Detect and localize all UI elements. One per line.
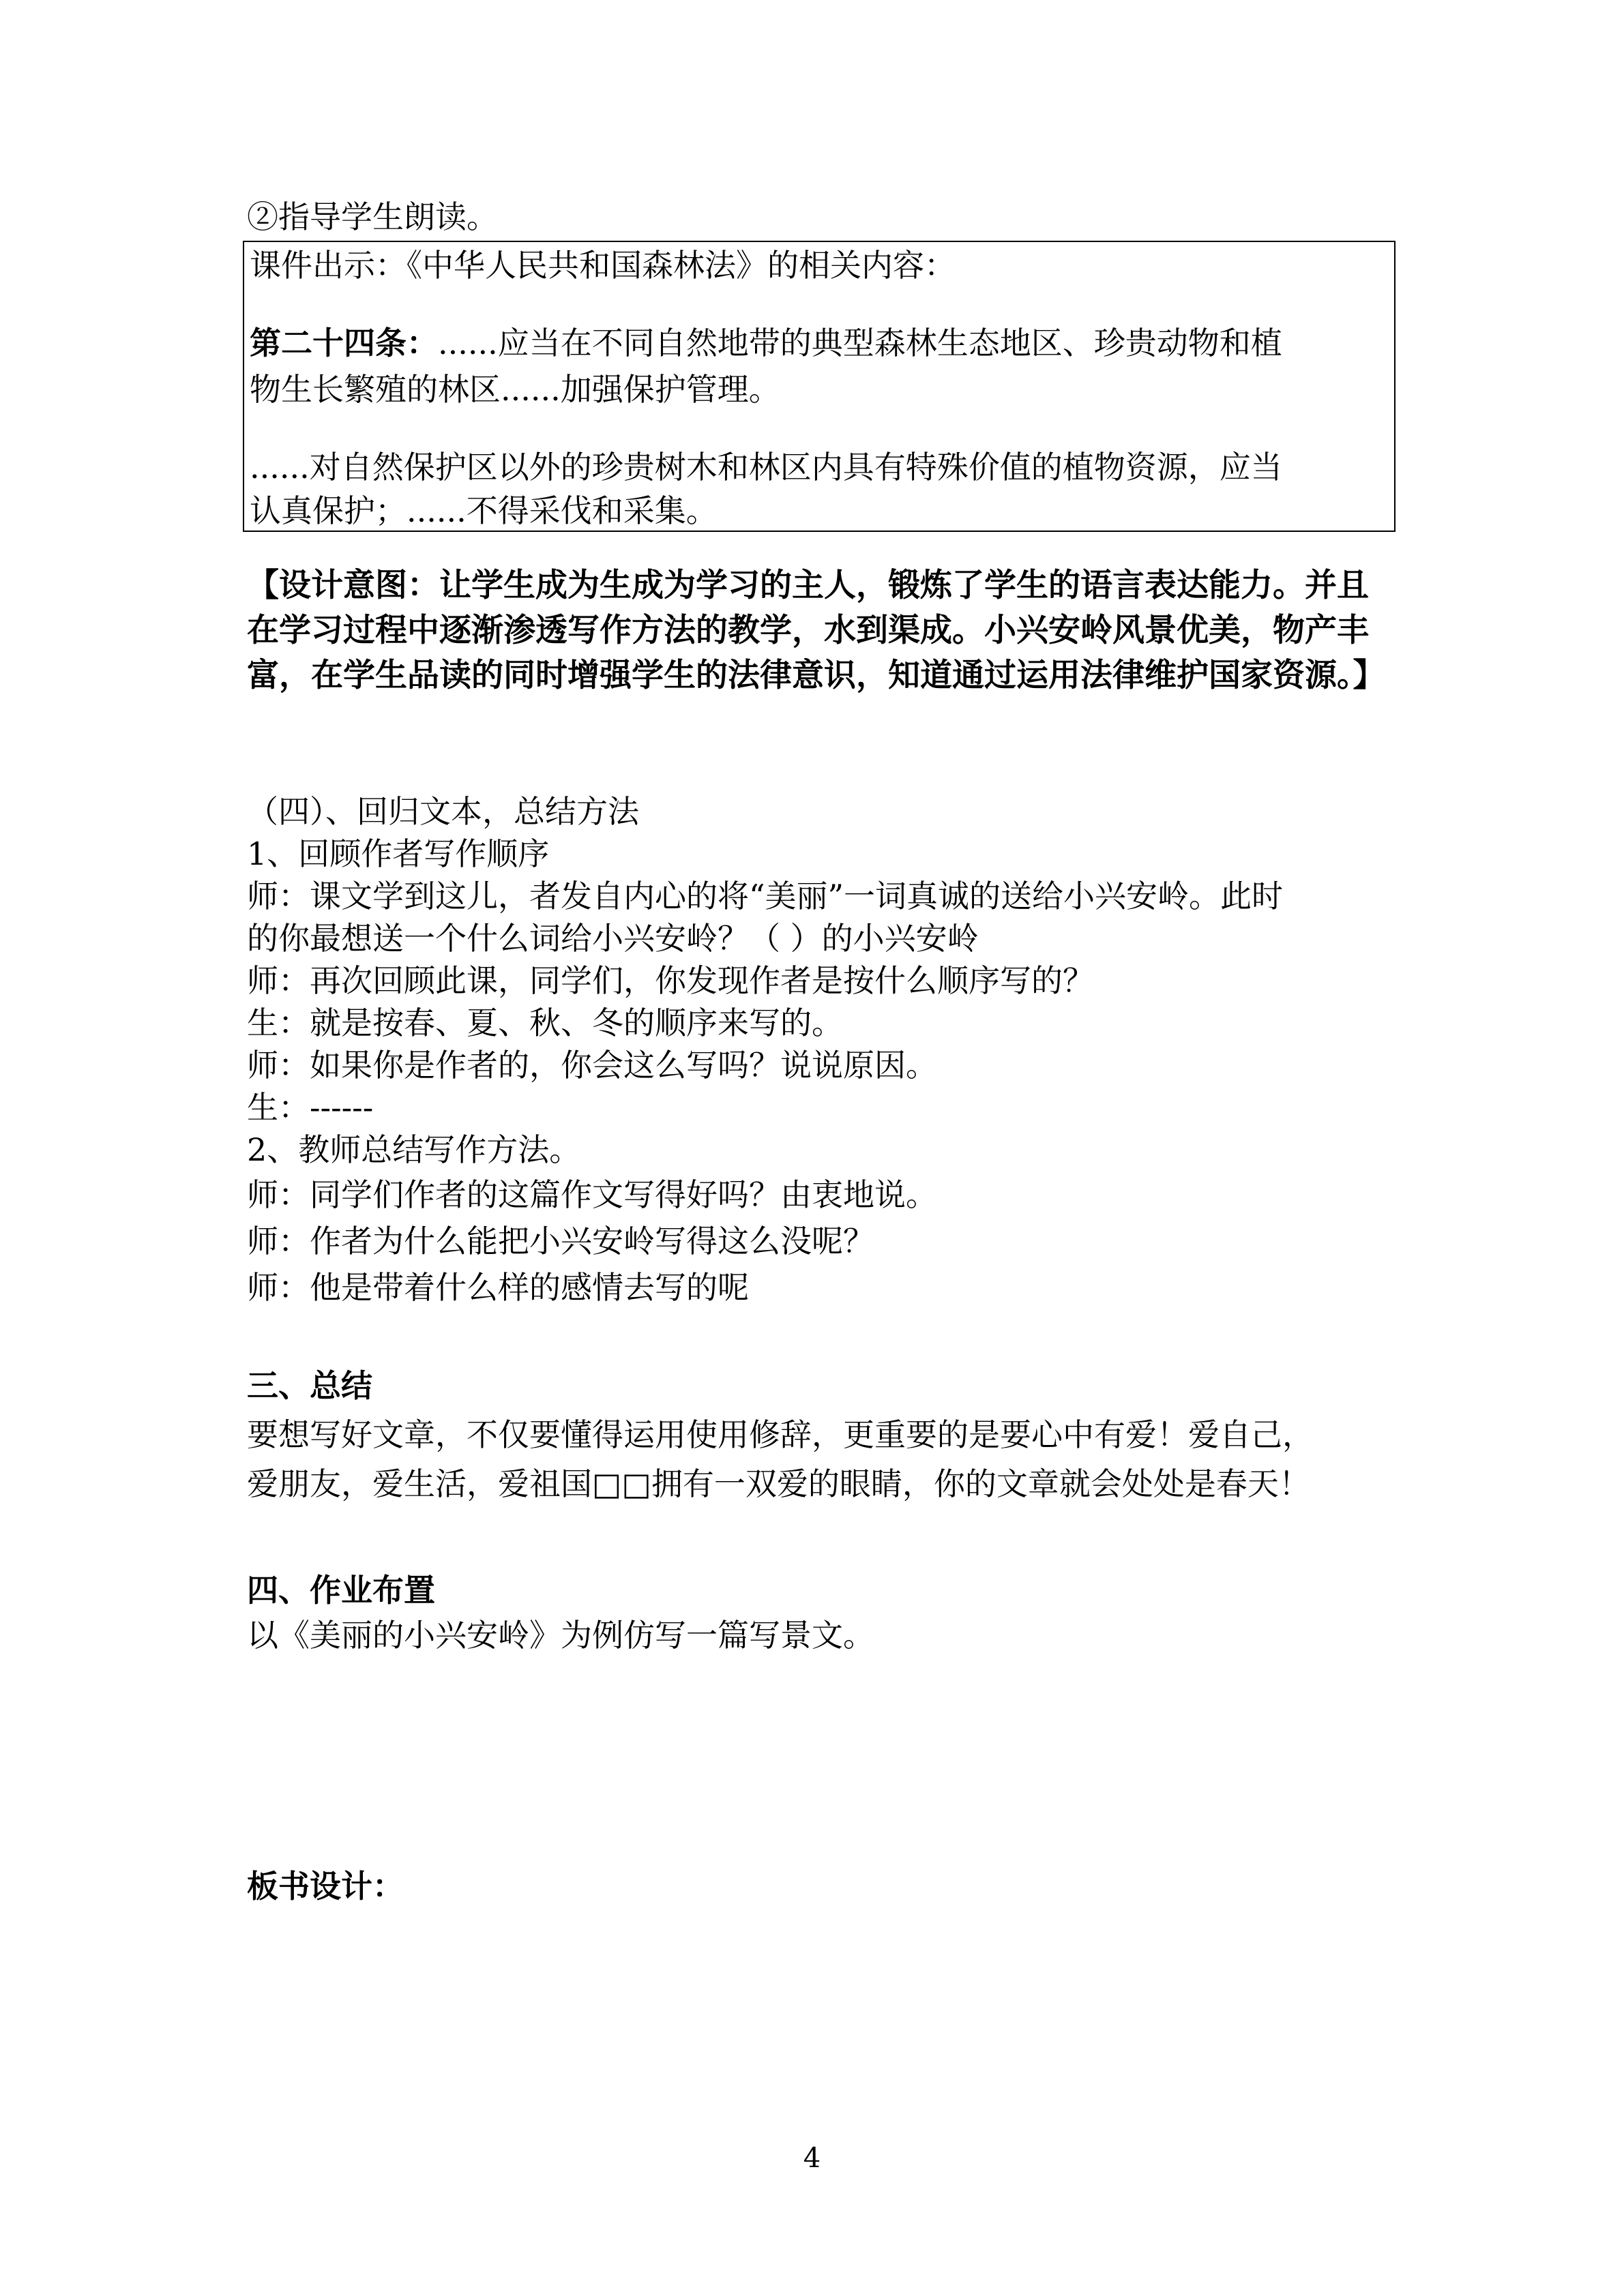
teacher-line-2: 师：再次回顾此课，同学们，你发现作者是按什么顺序写的？ [247, 962, 1094, 999]
teacher-line-1b: 的你最想送一个什么词给小兴安岭？（ ）的小兴安岭 [247, 920, 979, 957]
section-4-title: （四）、回归文本，总结方法 [247, 793, 639, 830]
article-line-2: 物生长繁殖的林区......加强保护管理。 [250, 371, 780, 408]
article-text-1: ......应当在不同自然地带的典型森林生态地区、珍贵动物和植 [438, 325, 1282, 361]
homework-title: 四、作业布置 [247, 1572, 435, 1609]
protection-line-2: 认真保护；......不得采伐和采集。 [250, 492, 718, 529]
student-line-1: 生：就是按春、夏、秋、冬的顺序来写的。 [247, 1004, 843, 1041]
teacher-line-4: 师：同学们作者的这篇作文写得好吗？由衷地说。 [247, 1176, 937, 1213]
article-line-1 [250, 323, 1382, 363]
summary-title: 三、总结 [247, 1367, 372, 1404]
page-number: 4 [803, 2143, 821, 2174]
teacher-line-5: 师：作者为什么能把小兴安岭写得这么没呢？ [247, 1223, 874, 1259]
teacher-line-3: 师：如果你是作者的，你会这么写吗？说说原因。 [247, 1047, 937, 1084]
summary-line-1: 要想写好文章，不仅要懂得运用使用修辞，更重要的是要心中有爱！爱自己， [247, 1416, 1314, 1453]
homework-text: 以《美丽的小兴安岭》为例仿写一篇写景文。 [247, 1617, 874, 1654]
step-1: 1、回顾作者写作顺序 [247, 835, 550, 872]
reading-instruction: ②指导学生朗读。 [247, 198, 498, 235]
protection-line-1: ......对自然保护区以外的珍贵树木和林区内具有特殊价值的植物资源，应当 [250, 449, 1282, 486]
teacher-line-6: 师：他是带着什么样的感情去写的呢 [247, 1269, 749, 1306]
student-line-2: 生：------ [247, 1089, 374, 1126]
design-intent: 【设计意图：让学生成为生成为学习的主人，锻炼了学生的语言表达能力。并且在学习过程中逐渐渗透写作方法的教学，水到渠成。小兴安岭风景优美，物产丰富，在学生品读的同时增强学生的法律意识，知道通过运用法律维护国家资源。】 [247, 567, 1385, 694]
teacher-line-1a: 师：课文学到这儿，者发自内心的将“美丽”一词真诚的送给小兴安岭。此时 [247, 878, 1284, 914]
article-label: 第二十四条： [250, 325, 438, 361]
courseware-heading: 课件出示：《中华人民共和国森林法》的相关内容： [250, 247, 956, 284]
summary-line-2: 爱朋友，爱生活，爱祖国□□拥有一双爱的眼睛，你的文章就会处处是春天！ [247, 1465, 1310, 1502]
board-design-label: 板书设计： [247, 1868, 404, 1905]
step-2: 2、教师总结写作方法。 [247, 1131, 581, 1168]
courseware-box [243, 241, 1396, 532]
